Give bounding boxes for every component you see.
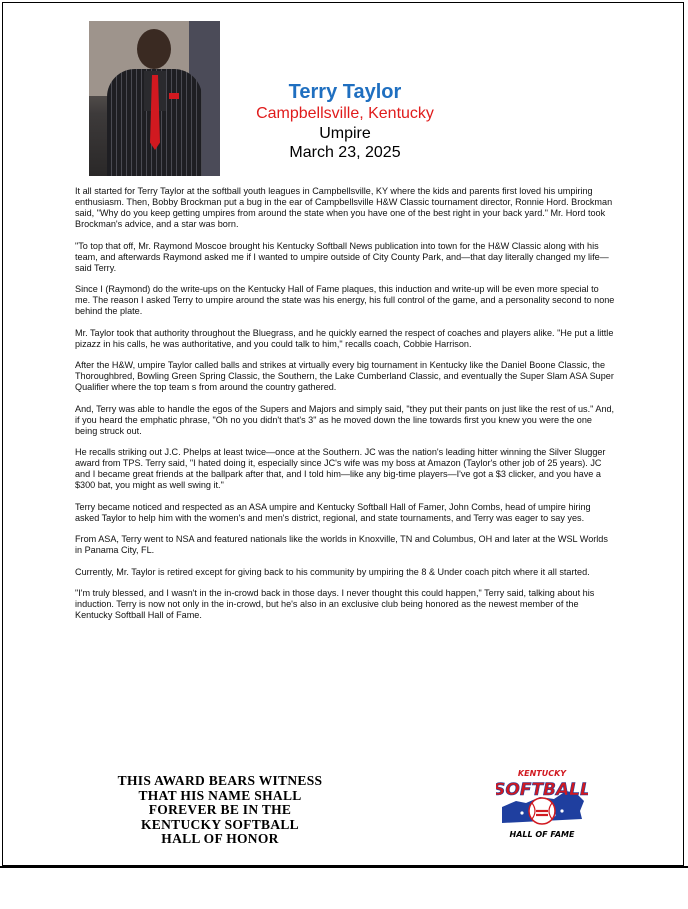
logo-bottom-text: HALL OF FAME <box>509 830 575 839</box>
biography <box>75 186 615 632</box>
award-line: FOREVER BE IN THE <box>148 802 292 818</box>
bio-paragraph: After the H&W, umpire Taylor called balls and strikes at virtually every big tournament in Kentucky like the Daniel Boone Classic, the Thoroughbred, Bowling Green Spring Classic, the Southern, the Lake Cumberland Classic, and eventually the Super Slam ASA Super Qualifier where the top team s from around the country gathered. <box>75 360 614 392</box>
logo-top-text: KENTUCKY <box>517 769 567 778</box>
kentucky-softball-logo-icon <box>496 767 588 841</box>
inductee-name: Terry Taylor <box>288 81 402 103</box>
bio-paragraph: Currently, Mr. Taylor is retired except for giving back to his community by umpiring the 8 & Under coach pitch where it all started. <box>75 566 590 577</box>
inductee-role: Umpire <box>319 125 371 142</box>
induction-date: March 23, 2025 <box>289 144 401 161</box>
bio-paragraph: "I'm truly blessed, and I wasn't in the in-crowd back in those days. I never thought this could happen," Terry said, talking about his induction. Terry is now not only in the in-crowd, but he's also in an exclusive club being honored as the newest member of the Kentucky Softball Hall of Fame. <box>75 588 595 620</box>
bio-paragraph: From ASA, Terry went to NSA and featured nationals like the worlds in Knoxville, TN and Columbus, OH and later at the WSL Worlds in Panama City, FL. <box>75 534 608 555</box>
bio-paragraph: He recalls striking out J.C. Phelps at least twice—once at the Southern. JC was the nation's leading hitter winning the Silver Slugger award from TPS. Terry said, "I hated doing it, especially since JC's wife was my boss at Amazon (Taylor's other job of 25 years). JC and I became great friends at the ballpark after that, and I told him—like any big-time players—I've got a $3 clicker, and you have a $300 bat, you might as well swing it." <box>75 447 606 490</box>
award-statement <box>80 774 360 847</box>
bio-paragraph: And, Terry was able to handle the egos of the Supers and Majors and simply said, "they put their pants on just like the rest of us." And, if you heard the emphatic phrase, "Oh no you didn't that's 3" as he moved down the line towards first you knew you were the one being struck out. <box>75 403 615 436</box>
logo-main-text: SOFTBALL <box>496 780 588 800</box>
award-line: KENTUCKY SOFTBALL <box>140 816 299 832</box>
award-line: HALL OF HONOR <box>161 831 279 847</box>
bio-paragraph: "To top that off, Mr. Raymond Moscoe brought his Kentucky Softball News publication into town for the H&W Classic along with his team, and afterwards Raymond asked me if I wanted to umpire outside of City County Park, and—that day literally changed my life—said Terry. <box>75 240 609 273</box>
bio-paragraph: It all started for Terry Taylor at the softball youth leagues in Campbellsville, KY where the kids and parents first loved his umpiring enthusiasm. Then, Bobby Brockman put a bug in the ear of Campbellsville H&W Classic tournament director, Ronnie Hord. Brockman said, "Why do you keep getting umpires from around the state when you have one of the best right in your back yard." Mr. Hord took Brockman's advice, and a star was born. <box>75 186 613 229</box>
bio-paragraph: Terry became noticed and respected as an ASA umpire and Kentucky Softball Hall of Famer, John Combs, head of umpire hiring asked Taylor to help him with the women's and men's district, regional, and state tournaments, and Terry was eager to say yes. <box>75 501 591 523</box>
bottom-rule <box>0 866 688 868</box>
award-line: THAT HIS NAME SHALL <box>138 787 302 803</box>
inductee-header <box>220 80 470 162</box>
award-line: THIS AWARD BEARS WITNESS <box>117 773 323 788</box>
inductee-photo <box>89 21 220 176</box>
bio-paragraph: Mr. Taylor took that authority throughout the Bluegrass, and he quickly earned the respect of coaches and players alike. "He put a little pizazz in his calls, he was authoritative, and you could talk to him," recalls coach, Cobbie Harrison. <box>75 327 614 349</box>
inductee-location: Campbellsville, Kentucky <box>256 105 434 122</box>
bio-paragraph: Since I (Raymond) do the write-ups on the Kentucky Hall of Fame plaques, this induction and write-up will be even more special to me. The reason I asked Terry to umpire around the state was his energy, his full control of the game, and a personality second to none behind the plate. <box>75 284 615 316</box>
